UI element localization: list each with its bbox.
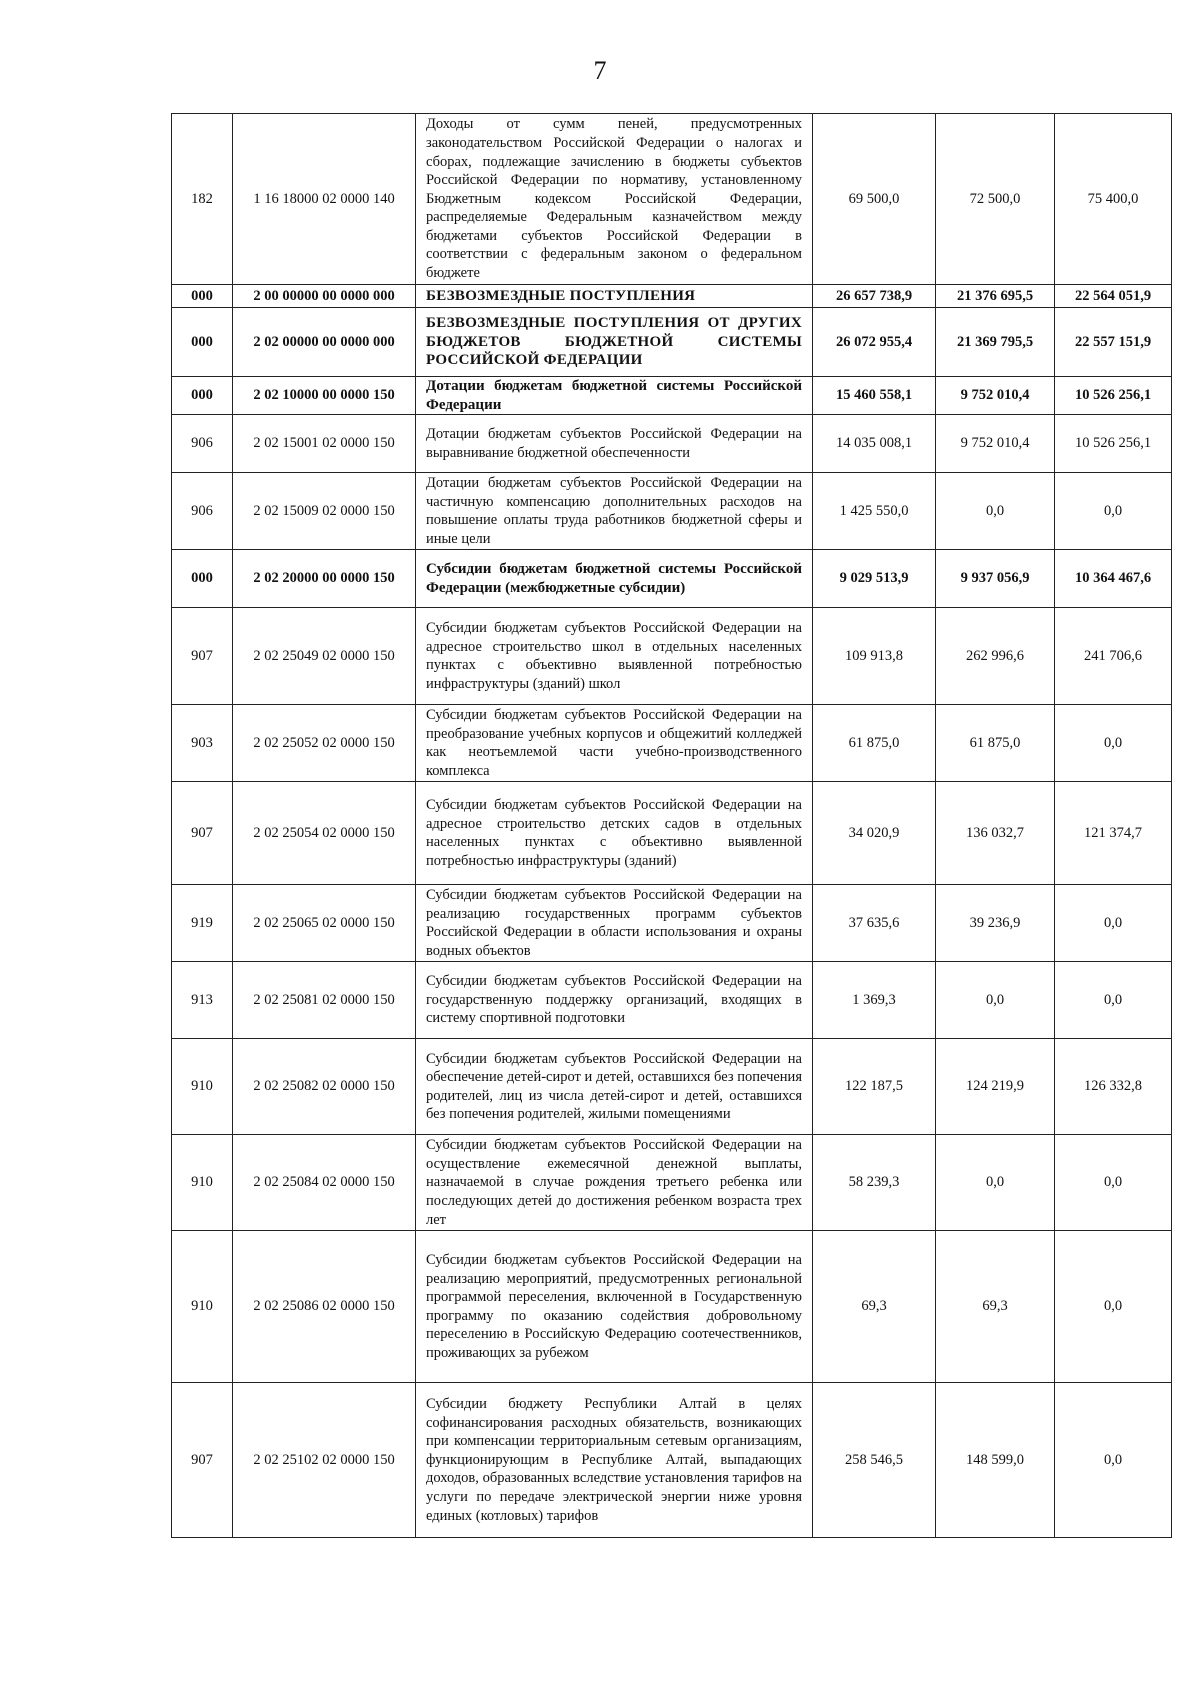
amount-year1-cell: 258 546,5 xyxy=(813,1383,936,1538)
admin-code-cell: 913 xyxy=(172,962,233,1039)
amount-year2-cell: 9 937 056,9 xyxy=(936,550,1055,608)
admin-code-cell: 907 xyxy=(172,782,233,885)
amount-year1-cell: 14 035 008,1 xyxy=(813,415,936,473)
admin-code-cell: 000 xyxy=(172,377,233,415)
admin-code-cell: 910 xyxy=(172,1039,233,1135)
classification-code-cell: 2 02 25081 02 0000 150 xyxy=(233,962,416,1039)
classification-code-cell: 2 02 25082 02 0000 150 xyxy=(233,1039,416,1135)
revenue-name-cell: Субсидии бюджетам субъектов Российской Федерации на адресное строительство школ в отдельных населенных пунктах с объективно выявленной потребностью инфраструктуры (зданий) школ xyxy=(416,608,813,705)
amount-year2-cell: 21 376 695,5 xyxy=(936,285,1055,308)
admin-code-cell: 000 xyxy=(172,285,233,308)
amount-year3-cell: 121 374,7 xyxy=(1055,782,1172,885)
amount-year3-cell: 0,0 xyxy=(1055,962,1172,1039)
revenue-name-cell: Субсидии бюджетам бюджетной системы Российской Федерации (межбюджетные субсидии) xyxy=(416,550,813,608)
amount-year2-cell: 0,0 xyxy=(936,1135,1055,1231)
table-row xyxy=(172,114,1172,285)
table-row xyxy=(172,962,1172,1039)
budget-revenue-table xyxy=(171,113,1172,1538)
classification-code-cell: 2 02 20000 00 0000 150 xyxy=(233,550,416,608)
table-row xyxy=(172,885,1172,962)
table-row xyxy=(172,782,1172,885)
amount-year1-cell: 26 657 738,9 xyxy=(813,285,936,308)
revenue-name-cell: БЕЗВОЗМЕЗДНЫЕ ПОСТУПЛЕНИЯ xyxy=(416,285,813,308)
classification-code-cell: 2 02 25065 02 0000 150 xyxy=(233,885,416,962)
amount-year3-cell: 0,0 xyxy=(1055,473,1172,550)
amount-year2-cell: 72 500,0 xyxy=(936,114,1055,285)
revenue-name-cell: Субсидии бюджетам субъектов Российской Федерации на адресное строительство детских садов в отдельных населенных пунктах с объективно выявленной потребностью инфраструктуры (зданий) xyxy=(416,782,813,885)
amount-year1-cell: 58 239,3 xyxy=(813,1135,936,1231)
amount-year1-cell: 26 072 955,4 xyxy=(813,308,936,377)
revenue-name-cell: Субсидии бюджетам субъектов Российской Федерации на осуществление ежемесячной денежной выплаты, назначаемой в случае рождения третьего ребенка или последующих детей до достижения ребенком возраста трех лет xyxy=(416,1135,813,1231)
revenue-name-cell: Дотации бюджетам бюджетной системы Российской Федерации xyxy=(416,377,813,415)
admin-code-cell: 906 xyxy=(172,415,233,473)
classification-code-cell: 1 16 18000 02 0000 140 xyxy=(233,114,416,285)
classification-code-cell: 2 00 00000 00 0000 000 xyxy=(233,285,416,308)
amount-year1-cell: 109 913,8 xyxy=(813,608,936,705)
admin-code-cell: 907 xyxy=(172,1383,233,1538)
revenue-name-cell: БЕЗВОЗМЕЗДНЫЕ ПОСТУПЛЕНИЯ ОТ ДРУГИХ БЮДЖЕТОВ БЮДЖЕТНОЙ СИСТЕМЫ РОССИЙСКОЙ ФЕДЕРАЦИИ xyxy=(416,308,813,377)
amount-year2-cell: 69,3 xyxy=(936,1231,1055,1383)
amount-year3-cell: 0,0 xyxy=(1055,1135,1172,1231)
revenue-name-cell: Субсидии бюджетам субъектов Российской Федерации на государственную поддержку организаций, входящих в систему спортивной подготовки xyxy=(416,962,813,1039)
amount-year2-cell: 61 875,0 xyxy=(936,705,1055,782)
revenue-name-cell: Субсидии бюджетам субъектов Российской Федерации на реализацию государственных программ субъектов Российской Федерации в области использования и охраны водных объектов xyxy=(416,885,813,962)
amount-year2-cell: 148 599,0 xyxy=(936,1383,1055,1538)
admin-code-cell: 910 xyxy=(172,1135,233,1231)
amount-year3-cell: 126 332,8 xyxy=(1055,1039,1172,1135)
amount-year2-cell: 262 996,6 xyxy=(936,608,1055,705)
amount-year3-cell: 22 557 151,9 xyxy=(1055,308,1172,377)
classification-code-cell: 2 02 25086 02 0000 150 xyxy=(233,1231,416,1383)
table-row xyxy=(172,285,1172,308)
revenue-name-cell: Дотации бюджетам субъектов Российской Федерации на выравнивание бюджетной обеспеченности xyxy=(416,415,813,473)
amount-year1-cell: 1 425 550,0 xyxy=(813,473,936,550)
amount-year1-cell: 122 187,5 xyxy=(813,1039,936,1135)
table-row xyxy=(172,1383,1172,1538)
admin-code-cell: 182 xyxy=(172,114,233,285)
classification-code-cell: 2 02 25052 02 0000 150 xyxy=(233,705,416,782)
amount-year2-cell: 136 032,7 xyxy=(936,782,1055,885)
amount-year2-cell: 0,0 xyxy=(936,962,1055,1039)
amount-year1-cell: 37 635,6 xyxy=(813,885,936,962)
admin-code-cell: 903 xyxy=(172,705,233,782)
amount-year2-cell: 9 752 010,4 xyxy=(936,377,1055,415)
table-row xyxy=(172,308,1172,377)
classification-code-cell: 2 02 25084 02 0000 150 xyxy=(233,1135,416,1231)
revenue-name-cell: Доходы от сумм пеней, предусмотренных законодательством Российской Федерации о налогах и сборах, подлежащие зачислению в бюджеты субъектов Российской Федерации по нормативу, установленному Бюджетным кодексом Российской Федерации, распределяемые Федеральным казначейством между бюджетами субъектов Российской Федерации в соответствии с федеральным законом о федеральном бюджете xyxy=(416,114,813,285)
classification-code-cell: 2 02 00000 00 0000 000 xyxy=(233,308,416,377)
admin-code-cell: 000 xyxy=(172,308,233,377)
revenue-name-cell: Субсидии бюджету Республики Алтай в целях софинансирования расходных обязательств, возникающих при компенсации территориальным сетевым организациям, функционирующим в Республике Алтай, выпадающих доходов, образованных вследствие установления тарифов на услуги по передаче электрической энергии ниже уровня единых (котловых) тарифов xyxy=(416,1383,813,1538)
amount-year1-cell: 34 020,9 xyxy=(813,782,936,885)
revenue-name-cell: Дотации бюджетам субъектов Российской Федерации на частичную компенсацию дополнительных расходов на повышение оплаты труда работников бюджетной сферы и иные цели xyxy=(416,473,813,550)
amount-year2-cell: 0,0 xyxy=(936,473,1055,550)
amount-year3-cell: 10 526 256,1 xyxy=(1055,377,1172,415)
table-row xyxy=(172,1231,1172,1383)
table-row xyxy=(172,1039,1172,1135)
amount-year3-cell: 0,0 xyxy=(1055,1231,1172,1383)
classification-code-cell: 2 02 25102 02 0000 150 xyxy=(233,1383,416,1538)
amount-year1-cell: 9 029 513,9 xyxy=(813,550,936,608)
amount-year1-cell: 69 500,0 xyxy=(813,114,936,285)
admin-code-cell: 910 xyxy=(172,1231,233,1383)
table-row xyxy=(172,550,1172,608)
classification-code-cell: 2 02 15001 02 0000 150 xyxy=(233,415,416,473)
amount-year1-cell: 1 369,3 xyxy=(813,962,936,1039)
amount-year3-cell: 241 706,6 xyxy=(1055,608,1172,705)
amount-year2-cell: 9 752 010,4 xyxy=(936,415,1055,473)
table-row xyxy=(172,473,1172,550)
table-row xyxy=(172,705,1172,782)
amount-year2-cell: 124 219,9 xyxy=(936,1039,1055,1135)
amount-year3-cell: 22 564 051,9 xyxy=(1055,285,1172,308)
amount-year1-cell: 61 875,0 xyxy=(813,705,936,782)
revenue-name-cell: Субсидии бюджетам субъектов Российской Федерации на реализацию мероприятий, предусмотренных региональной программой переселения, включенной в Государственную программу по оказанию содействия добровольному переселению в Российскую Федерацию соотечественников, проживающих за рубежом xyxy=(416,1231,813,1383)
admin-code-cell: 907 xyxy=(172,608,233,705)
amount-year3-cell: 10 526 256,1 xyxy=(1055,415,1172,473)
admin-code-cell: 000 xyxy=(172,550,233,608)
classification-code-cell: 2 02 10000 00 0000 150 xyxy=(233,377,416,415)
table-row xyxy=(172,415,1172,473)
classification-code-cell: 2 02 25049 02 0000 150 xyxy=(233,608,416,705)
page-number: 7 xyxy=(593,56,607,85)
amount-year2-cell: 21 369 795,5 xyxy=(936,308,1055,377)
amount-year2-cell: 39 236,9 xyxy=(936,885,1055,962)
amount-year3-cell: 0,0 xyxy=(1055,885,1172,962)
classification-code-cell: 2 02 15009 02 0000 150 xyxy=(233,473,416,550)
amount-year1-cell: 69,3 xyxy=(813,1231,936,1383)
amount-year3-cell: 75 400,0 xyxy=(1055,114,1172,285)
admin-code-cell: 906 xyxy=(172,473,233,550)
table-row xyxy=(172,1135,1172,1231)
table-row xyxy=(172,377,1172,415)
amount-year1-cell: 15 460 558,1 xyxy=(813,377,936,415)
admin-code-cell: 919 xyxy=(172,885,233,962)
table-body xyxy=(172,114,1172,1538)
amount-year3-cell: 0,0 xyxy=(1055,1383,1172,1538)
classification-code-cell: 2 02 25054 02 0000 150 xyxy=(233,782,416,885)
table-row xyxy=(172,608,1172,705)
revenue-name-cell: Субсидии бюджетам субъектов Российской Федерации на обеспечение детей-сирот и детей, оставшихся без попечения родителей, лиц из числа детей-сирот и детей, оставшихся без попечения родителей, жилыми помещениями xyxy=(416,1039,813,1135)
revenue-name-cell: Субсидии бюджетам субъектов Российской Федерации на преобразование учебных корпусов и общежитий колледжей как неотъемлемой части учебно-производственного комплекса xyxy=(416,705,813,782)
amount-year3-cell: 0,0 xyxy=(1055,705,1172,782)
amount-year3-cell: 10 364 467,6 xyxy=(1055,550,1172,608)
